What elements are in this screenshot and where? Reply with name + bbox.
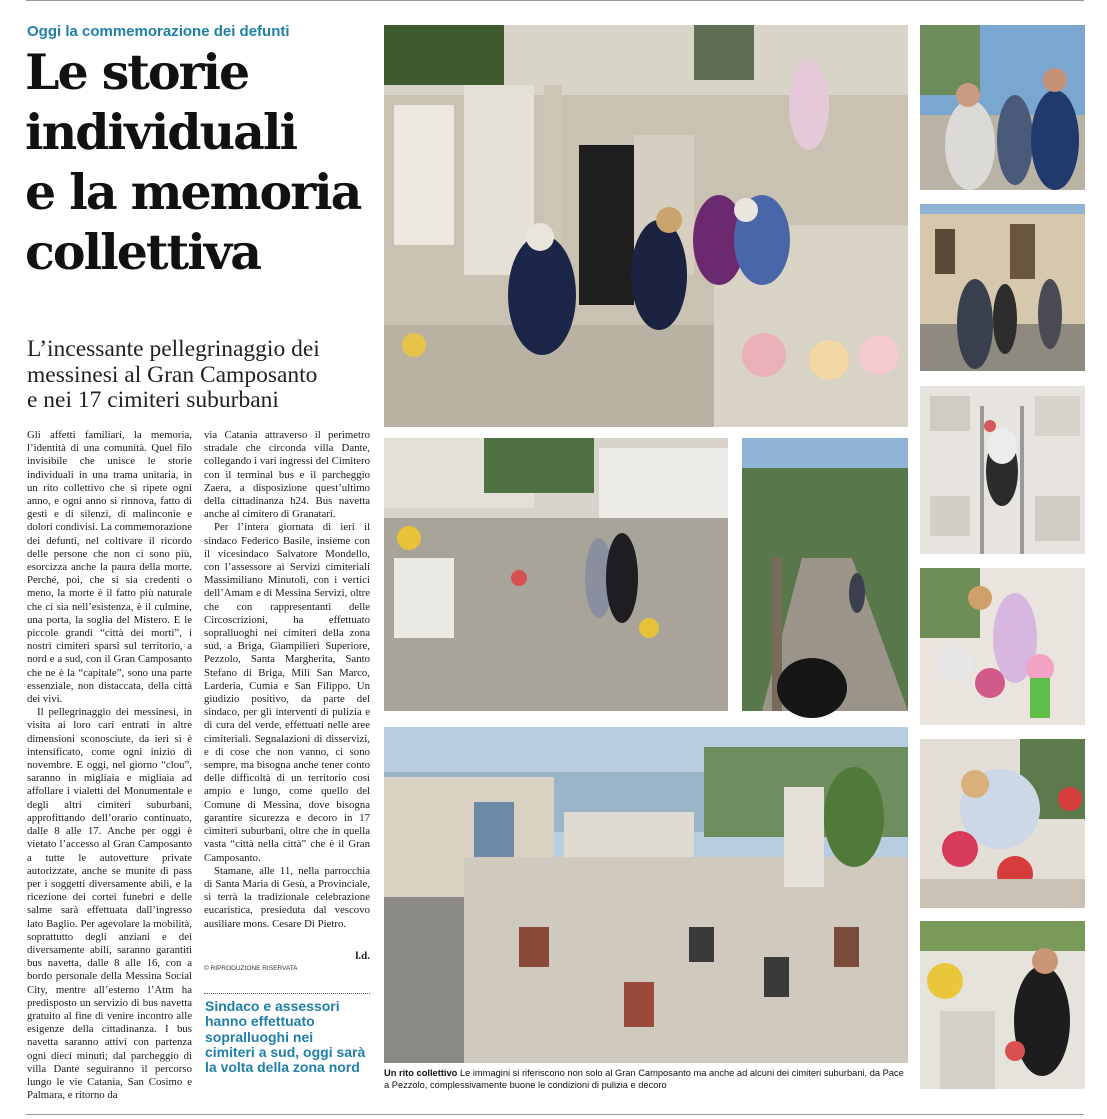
headline-line: collettiva — [25, 223, 261, 281]
pullquote-line: sopralluoghi nei — [205, 1028, 314, 1045]
photo-man-grave — [920, 921, 1085, 1089]
photo-chapels — [920, 204, 1085, 371]
body-paragraph: Stamane, alle 11, nella parrocchia di Santa Maria di Gesù, a Provinciale, si terrà la tradizionale celebrazione eucaristica, presieduta dal vescovo ausiliare mons. Cesare Di Pietro. — [204, 864, 370, 930]
photo-couple-graves — [384, 438, 728, 711]
subhead-line: L’incessante pellegrinaggio dei — [27, 336, 320, 362]
photo-path-trees — [742, 438, 908, 711]
kicker: Oggi la commemorazione dei defunti — [27, 23, 290, 40]
subheadline — [27, 337, 372, 414]
body-paragraph: Per l’intera giornata di ieri il sindaco Federico Basile, insieme con il vicesindaco Salvatore Mondello, con l’assessore ai Servizi cimiteriali Massimiliano Minutoli, con i vertici dell’Amam e di Messina Servizi, oltre che con rappresentanti delle Circoscrizioni, ha effettuato sopralluoghi nei cimiteri della zona sud, a Briga, Giampilieri Superiore, Pezzolo, Santa Margherita, Santo Stefano di Briga, Mili San Marco, Larderia, Cumia e San Filippo. Un giudizio positivo, da parte del sindaco, per gli interventi di pulizia e di cura del verde, effettuati nelle aree cimiteriali. Segnalazioni di disservizi, e di cose che non vanno, ci sono sempre, ma bisogna anche tener conto delle difficoltà di un territorio così ampio e lungo, come quello del Comune di Messina, dove bisogna garantire sicurezza e decoro in 17 cimiteri suburbani, oltre che in quella vasta “città nella città” che è il Gran Camposanto. — [204, 521, 370, 864]
caption-title: Un rito collettivo — [384, 1068, 458, 1078]
photo-officials — [920, 25, 1085, 190]
photo-woman-flowers — [920, 568, 1085, 725]
photo-caption — [384, 1067, 909, 1091]
subhead-line: e nei 17 cimiteri suburbani — [27, 387, 279, 413]
headline-line: Le storie — [25, 43, 249, 101]
photo-woman-arranging — [920, 739, 1085, 908]
copyright-notice: © RIPRODUZIONE RISERVATA — [204, 965, 298, 972]
subhead-line: messinesi al Gran Camposanto — [27, 361, 318, 388]
pullquote-line: la volta della zona nord — [205, 1059, 360, 1076]
headline-line: e la memoria — [25, 163, 361, 221]
body-paragraph: Gli affetti familiari, la memoria, l’identità di una comunità. Quel filo invisibile che unisce le storie individuali in una trama unitaria, in un rito collettivo che si ripete ogni anno, e ogni anno si rinnova, fatto di gesti e di silenzi, di malinconie e dolori condivisi. La commemorazione dei defunti, nel coltivare il ricordo delle persone che non ci sono più, esorcizza anche la paura della morte. Perché, poi, che si sia credenti o meno, la morte è il fatto più naturale che ci sia nell’esistenza, è il culmine, una porta, la soglia del Mistero. E le piccole grandi “città dei morti”, i nostri cimiteri sparsi sul territorio, a nord e a sud, con il Gran Camposanto che ne è la “capitale”, sono una parte essenziale, non distaccata, della città dei vivi. — [27, 429, 192, 706]
pullquote — [205, 999, 373, 1075]
photo-ladder-niches — [920, 386, 1085, 554]
body-column-1 — [27, 429, 192, 1102]
top-rule — [26, 0, 1084, 1]
pullquote-line: Sindaco e assessori — [205, 998, 340, 1014]
headline — [25, 42, 377, 282]
body-paragraph: via Catania attraverso il perimetro stradale che circonda villa Dante, collegando i vari ingressi del Cimitero con il terminal bus e il parcheggio Zaera, a disposizione quest’ultimo della cittadinanza h24. Bus navetta anche al cimitero di Granatari. — [204, 429, 370, 521]
byline: l.d. — [355, 950, 370, 962]
photo-cemetery-panorama — [384, 727, 908, 1063]
caption-text: Le immagini si riferiscono non solo al Gran Camposanto ma anche ad alcuni dei cimiteri suburbani, da Pace a Pezzolo, complessivamente buone le condizioni di pulizia e decoro — [384, 1068, 904, 1090]
body-column-2 — [204, 429, 370, 949]
body-paragraph: Il pellegrinaggio dei messinesi, in visita ai loro cari entrati in altre dimensioni sconosciute, da ieri si è intensificato, come ogni inizio di novembre. E oggi, nel giorno “clou”, saranno in migliaia e migliaia ad affollare i vialetti del Monumentale e degli altri cimiteri suburbani, approfittando dell’orario continuato, dalle 8 alle 17. Anche per oggi è vietato l’accesso al Gran Camposanto a tutte le autovetture private autorizzate, anche se munite di pass per i soggetti diversamente abili, e la ricezione dei cortei funebri e delle salme sarà effettuata dall’ingresso lato Baglio. Per agevolare la mobilità, soprattutto degli anziani e dei diversamente abili, saranno garantiti bus navetta, dalle 8 alle 16, con a bordo personale della Messina Social City, mentre all’esterno l’Atm ha predisposto un servizio di bus navetta gratuito al fine di venire incontro alle esigenze della cittadinanza. I bus navetta saranno attivi con partenza ogni dieci minuti; dal parcheggio di villa Dante seguiranno il percorso lungo le vie Catania, San Cosimo e Palmara, e ritorno da — [27, 706, 192, 1102]
pullquote-line: cimiteri a sud, oggi sarà — [205, 1043, 366, 1060]
headline-line: individuali — [25, 103, 297, 161]
pullquote-line: hanno effettuato — [205, 1013, 315, 1030]
photo-main-visitors — [384, 25, 908, 427]
bottom-rule — [26, 1114, 1084, 1115]
pullquote-rule — [204, 993, 370, 994]
